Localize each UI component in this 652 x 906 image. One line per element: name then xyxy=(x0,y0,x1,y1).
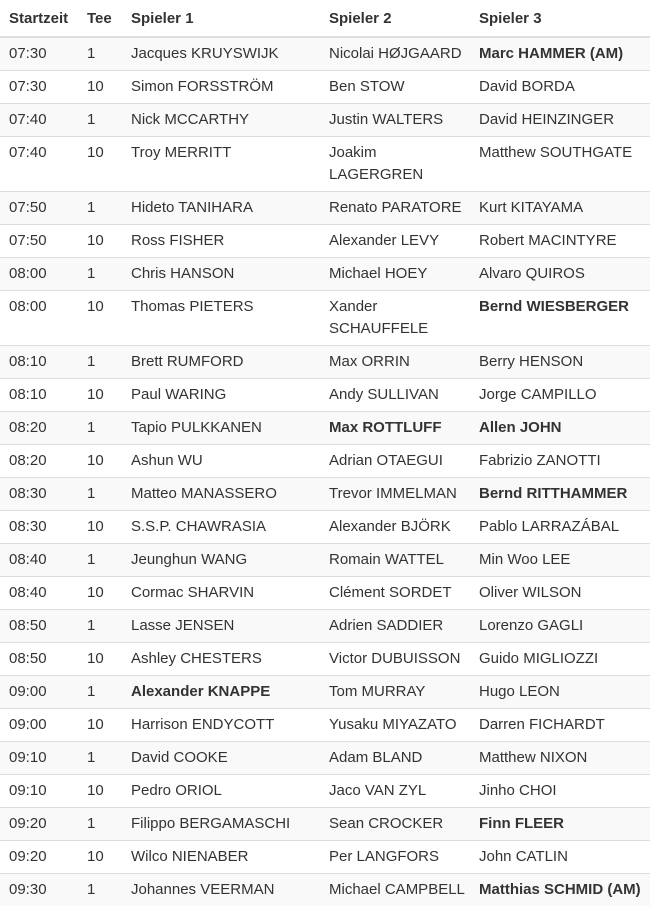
player-1-cell: Nick MCCARTHY xyxy=(127,104,325,137)
start-time-cell: 07:30 xyxy=(0,71,81,104)
player-2-cell: Adrian OTAEGUI xyxy=(325,445,475,478)
player-2-cell: Ben STOW xyxy=(325,71,475,104)
table-row xyxy=(0,676,650,709)
player-2-cell: Per LANGFORS xyxy=(325,841,475,874)
tee-cell: 1 xyxy=(81,258,127,291)
start-time-cell: 08:30 xyxy=(0,511,81,544)
table-row xyxy=(0,412,650,445)
tee-cell: 1 xyxy=(81,192,127,225)
player-2-cell: Michael HOEY xyxy=(325,258,475,291)
tee-cell: 10 xyxy=(81,137,127,192)
start-time-cell: 07:40 xyxy=(0,104,81,137)
player-3-cell: Jinho CHOI xyxy=(475,775,650,808)
player-3-cell: Allen JOHN xyxy=(475,412,650,445)
player-3-cell: Jorge CAMPILLO xyxy=(475,379,650,412)
player-3-cell: Pablo LARRAZÁBAL xyxy=(475,511,650,544)
table-row xyxy=(0,379,650,412)
tee-cell: 1 xyxy=(81,346,127,379)
start-time-cell: 07:30 xyxy=(0,37,81,71)
table-row xyxy=(0,291,650,346)
start-time-cell: 09:10 xyxy=(0,742,81,775)
start-time-cell: 08:00 xyxy=(0,258,81,291)
header-spieler-3: Spieler 3 xyxy=(475,0,650,37)
tee-cell: 10 xyxy=(81,841,127,874)
table-row xyxy=(0,225,650,258)
tee-cell: 1 xyxy=(81,610,127,643)
player-3-cell: Bernd RITTHAMMER xyxy=(475,478,650,511)
player-3-cell: Matthias SCHMID (AM) xyxy=(475,874,650,906)
player-1-cell: Cormac SHARVIN xyxy=(127,577,325,610)
player-1-cell: Jeunghun WANG xyxy=(127,544,325,577)
player-1-cell: Thomas PIETERS xyxy=(127,291,325,346)
player-3-cell: Min Woo LEE xyxy=(475,544,650,577)
tee-cell: 1 xyxy=(81,742,127,775)
player-3-cell: Finn FLEER xyxy=(475,808,650,841)
header-spieler-1: Spieler 1 xyxy=(127,0,325,37)
table-body xyxy=(0,37,650,906)
tee-cell: 10 xyxy=(81,291,127,346)
start-time-cell: 08:40 xyxy=(0,577,81,610)
player-3-cell: Matthew SOUTHGATE xyxy=(475,137,650,192)
player-1-cell: Matteo MANASSERO xyxy=(127,478,325,511)
table-row xyxy=(0,192,650,225)
player-1-cell: Troy MERRITT xyxy=(127,137,325,192)
start-time-cell: 09:00 xyxy=(0,676,81,709)
start-time-cell: 08:50 xyxy=(0,643,81,676)
tee-cell: 10 xyxy=(81,577,127,610)
header-startzeit: Startzeit xyxy=(0,0,81,37)
player-1-cell: Ashley CHESTERS xyxy=(127,643,325,676)
table-row xyxy=(0,445,650,478)
header-spieler-2: Spieler 2 xyxy=(325,0,475,37)
player-3-cell: Guido MIGLIOZZI xyxy=(475,643,650,676)
player-3-cell: Fabrizio ZANOTTI xyxy=(475,445,650,478)
table-row xyxy=(0,258,650,291)
table-row xyxy=(0,544,650,577)
start-time-cell: 09:20 xyxy=(0,841,81,874)
player-2-cell: Tom MURRAY xyxy=(325,676,475,709)
player-1-cell: Johannes VEERMAN xyxy=(127,874,325,906)
table-row xyxy=(0,511,650,544)
tee-cell: 1 xyxy=(81,104,127,137)
tee-cell: 1 xyxy=(81,676,127,709)
table-row xyxy=(0,808,650,841)
table-header xyxy=(0,0,650,37)
table-row xyxy=(0,71,650,104)
player-1-cell: S.S.P. CHAWRASIA xyxy=(127,511,325,544)
start-time-cell: 08:20 xyxy=(0,412,81,445)
start-time-cell: 09:30 xyxy=(0,874,81,906)
player-2-cell: Alexander BJÖRK xyxy=(325,511,475,544)
header-row xyxy=(0,0,650,37)
player-2-cell: Adam BLAND xyxy=(325,742,475,775)
tee-cell: 1 xyxy=(81,478,127,511)
player-2-cell: Renato PARATORE xyxy=(325,192,475,225)
player-2-cell: Xander SCHAUFFELE xyxy=(325,291,475,346)
tee-cell: 1 xyxy=(81,544,127,577)
player-2-cell: Andy SULLIVAN xyxy=(325,379,475,412)
start-time-cell: 08:50 xyxy=(0,610,81,643)
start-time-cell: 07:50 xyxy=(0,225,81,258)
player-2-cell: Alexander LEVY xyxy=(325,225,475,258)
player-3-cell: Robert MACINTYRE xyxy=(475,225,650,258)
tee-cell: 1 xyxy=(81,412,127,445)
tee-cell: 10 xyxy=(81,445,127,478)
player-1-cell: Tapio PULKKANEN xyxy=(127,412,325,445)
table-row xyxy=(0,137,650,192)
player-3-cell: Alvaro QUIROS xyxy=(475,258,650,291)
header-tee: Tee xyxy=(81,0,127,37)
start-time-cell: 07:40 xyxy=(0,137,81,192)
table-row xyxy=(0,874,650,906)
player-1-cell: Paul WARING xyxy=(127,379,325,412)
player-2-cell: Sean CROCKER xyxy=(325,808,475,841)
table-row xyxy=(0,643,650,676)
start-time-cell: 09:00 xyxy=(0,709,81,742)
player-2-cell: Nicolai HØJGAARD xyxy=(325,37,475,71)
player-2-cell: Michael CAMPBELL xyxy=(325,874,475,906)
player-2-cell: Max ORRIN xyxy=(325,346,475,379)
start-time-cell: 07:50 xyxy=(0,192,81,225)
table-row xyxy=(0,709,650,742)
player-1-cell: Ross FISHER xyxy=(127,225,325,258)
start-time-cell: 08:30 xyxy=(0,478,81,511)
player-2-cell: Max ROTTLUFF xyxy=(325,412,475,445)
start-time-cell: 09:20 xyxy=(0,808,81,841)
tee-cell: 1 xyxy=(81,37,127,71)
tee-cell: 10 xyxy=(81,379,127,412)
player-1-cell: Chris HANSON xyxy=(127,258,325,291)
player-2-cell: Justin WALTERS xyxy=(325,104,475,137)
player-2-cell: Victor DUBUISSON xyxy=(325,643,475,676)
player-3-cell: Oliver WILSON xyxy=(475,577,650,610)
table-row xyxy=(0,346,650,379)
player-3-cell: Berry HENSON xyxy=(475,346,650,379)
player-2-cell: Romain WATTEL xyxy=(325,544,475,577)
start-time-cell: 08:10 xyxy=(0,346,81,379)
player-1-cell: Brett RUMFORD xyxy=(127,346,325,379)
player-3-cell: Lorenzo GAGLI xyxy=(475,610,650,643)
player-2-cell: Trevor IMMELMAN xyxy=(325,478,475,511)
player-1-cell: Pedro ORIOL xyxy=(127,775,325,808)
table-row xyxy=(0,37,650,71)
tee-cell: 10 xyxy=(81,643,127,676)
player-1-cell: Hideto TANIHARA xyxy=(127,192,325,225)
player-3-cell: Bernd WIESBERGER xyxy=(475,291,650,346)
table-row xyxy=(0,841,650,874)
start-time-cell: 08:20 xyxy=(0,445,81,478)
player-1-cell: Jacques KRUYSWIJK xyxy=(127,37,325,71)
player-1-cell: Simon FORSSTRÖM xyxy=(127,71,325,104)
player-2-cell: Joakim LAGERGREN xyxy=(325,137,475,192)
start-time-cell: 09:10 xyxy=(0,775,81,808)
player-2-cell: Jaco VAN ZYL xyxy=(325,775,475,808)
tee-cell: 10 xyxy=(81,775,127,808)
player-1-cell: Harrison ENDYCOTT xyxy=(127,709,325,742)
player-3-cell: Darren FICHARDT xyxy=(475,709,650,742)
player-3-cell: Marc HAMMER (AM) xyxy=(475,37,650,71)
start-time-cell: 08:10 xyxy=(0,379,81,412)
tee-cell: 10 xyxy=(81,71,127,104)
player-1-cell: Ashun WU xyxy=(127,445,325,478)
player-2-cell: Adrien SADDIER xyxy=(325,610,475,643)
start-time-cell: 08:00 xyxy=(0,291,81,346)
table-row xyxy=(0,478,650,511)
table-row xyxy=(0,775,650,808)
player-3-cell: David HEINZINGER xyxy=(475,104,650,137)
table-row xyxy=(0,577,650,610)
player-2-cell: Yusaku MIYAZATO xyxy=(325,709,475,742)
player-3-cell: David BORDA xyxy=(475,71,650,104)
player-3-cell: Matthew NIXON xyxy=(475,742,650,775)
player-1-cell: Lasse JENSEN xyxy=(127,610,325,643)
player-1-cell: Alexander KNAPPE xyxy=(127,676,325,709)
start-time-cell: 08:40 xyxy=(0,544,81,577)
player-1-cell: Filippo BERGAMASCHI xyxy=(127,808,325,841)
player-3-cell: Hugo LEON xyxy=(475,676,650,709)
player-3-cell: Kurt KITAYAMA xyxy=(475,192,650,225)
player-1-cell: David COOKE xyxy=(127,742,325,775)
tee-cell: 10 xyxy=(81,511,127,544)
player-2-cell: Clément SORDET xyxy=(325,577,475,610)
tee-cell: 10 xyxy=(81,225,127,258)
table-row xyxy=(0,104,650,137)
tee-cell: 1 xyxy=(81,874,127,906)
tee-cell: 10 xyxy=(81,709,127,742)
player-3-cell: John CATLIN xyxy=(475,841,650,874)
tee-cell: 1 xyxy=(81,808,127,841)
player-1-cell: Wilco NIENABER xyxy=(127,841,325,874)
table-row xyxy=(0,610,650,643)
